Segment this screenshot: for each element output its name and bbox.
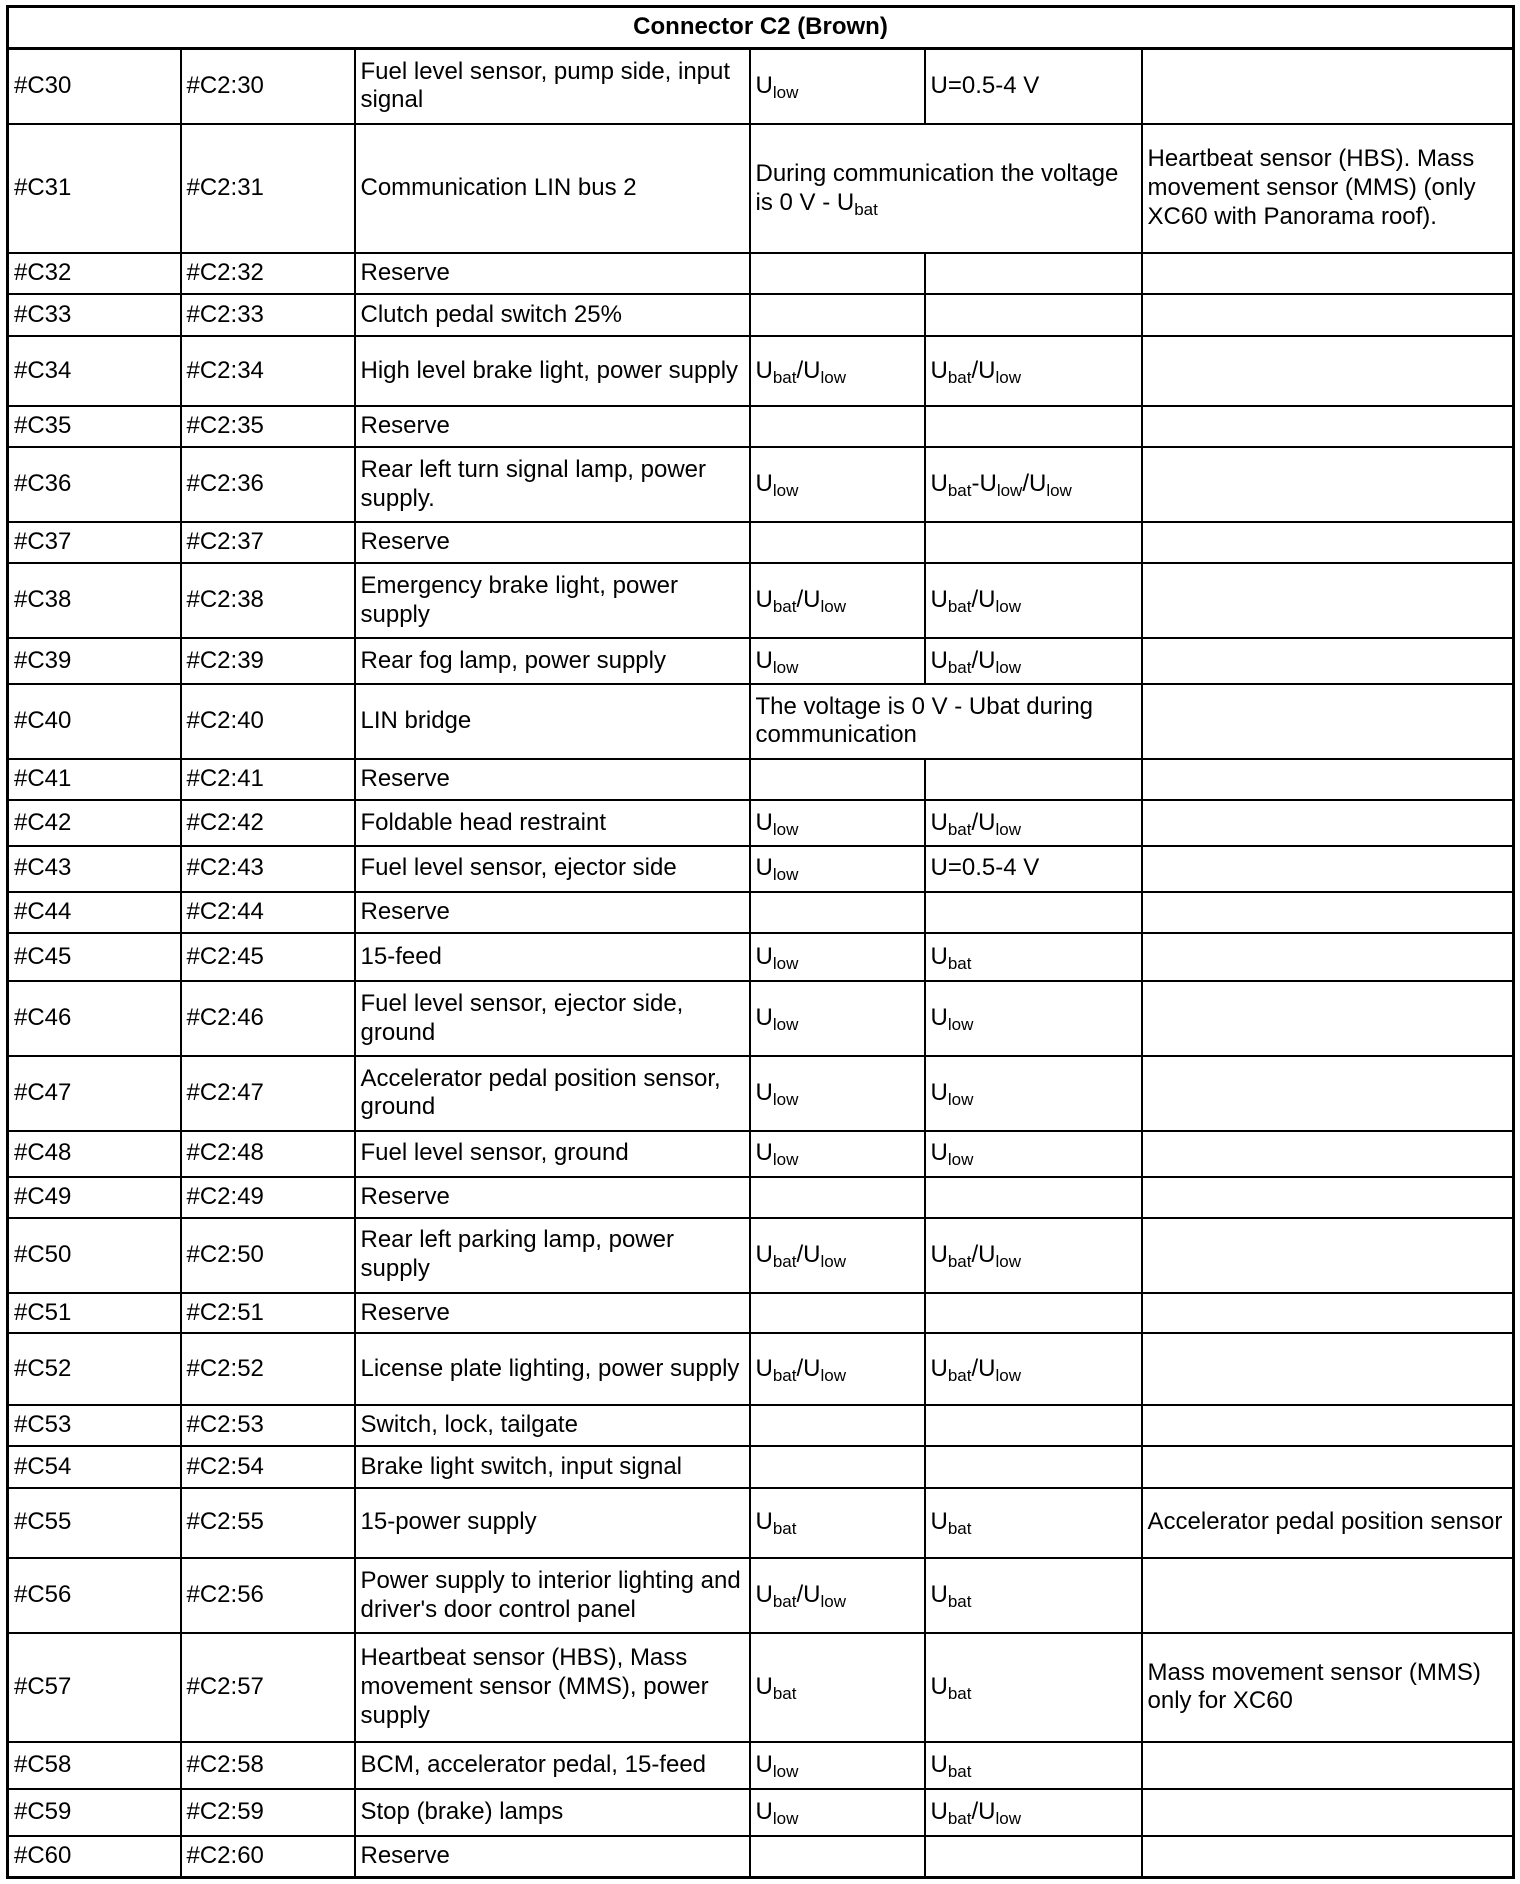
c2-pin-cell: #C2:44 [181,892,355,933]
voltage-1-cell [750,406,925,447]
description-cell: Reserve [355,892,750,933]
note-cell [1142,759,1514,800]
voltage-2-cell: $U_{low}$ [925,1056,1142,1131]
note-cell [1142,933,1514,981]
note-cell [1142,800,1514,846]
table-row [8,1218,1514,1293]
pin-id-cell: #C31 [8,124,181,253]
pin-id-cell: #C48 [8,1131,181,1177]
note-cell [1142,1446,1514,1487]
c2-pin-cell: #C2:37 [181,522,355,563]
note-cell [1142,1293,1514,1334]
voltage-1-cell: $U_{low}$ [750,1131,925,1177]
table-row [8,981,1514,1056]
table-row [8,684,1514,759]
note-cell [1142,1742,1514,1789]
voltage-span-cell: The voltage is 0 V - Ubat during communication [750,684,1142,759]
pin-id-cell: #C47 [8,1056,181,1131]
voltage-2-cell: $U_{bat}$ [925,1742,1142,1789]
table-title: Connector C2 (Brown) [8,7,1514,49]
table-row [8,759,1514,800]
description-cell: 15-feed [355,933,750,981]
voltage-1-cell: $U_{low}$ [750,638,925,684]
table-row [8,563,1514,638]
note-cell [1142,49,1514,124]
description-cell: LIN bridge [355,684,750,759]
voltage-1-cell: $U_{low}$ [750,846,925,892]
note-cell [1142,253,1514,294]
note-cell [1142,1558,1514,1633]
table-row [8,336,1514,407]
voltage-2-cell: $U_{bat}$ [925,933,1142,981]
c2-pin-cell: #C2:35 [181,406,355,447]
description-cell: Reserve [355,253,750,294]
pin-id-cell: #C45 [8,933,181,981]
voltage-1-cell [750,892,925,933]
c2-pin-cell: #C2:38 [181,563,355,638]
note-cell [1142,892,1514,933]
voltage-2-cell [925,1293,1142,1334]
voltage-1-cell: $U_{bat}/U_{low}$ [750,1558,925,1633]
table-header-row [8,7,1514,49]
note-cell [1142,1056,1514,1131]
pin-id-cell: #C42 [8,800,181,846]
voltage-1-cell [750,1446,925,1487]
pin-id-cell: #C50 [8,1218,181,1293]
note-cell: Mass movement sensor (MMS) only for XC60 [1142,1633,1514,1742]
c2-pin-cell: #C2:59 [181,1789,355,1836]
c2-pin-cell: #C2:54 [181,1446,355,1487]
note-cell [1142,1333,1514,1405]
pin-id-cell: #C41 [8,759,181,800]
c2-pin-cell: #C2:30 [181,49,355,124]
table-row [8,1405,1514,1446]
description-cell: Heartbeat sensor (HBS), Mass movement sensor (MMS), power supply [355,1633,750,1742]
description-cell: Reserve [355,406,750,447]
pin-id-cell: #C59 [8,1789,181,1836]
pin-id-cell: #C37 [8,522,181,563]
description-cell: Reserve [355,1293,750,1334]
pin-id-cell: #C30 [8,49,181,124]
description-cell: Reserve [355,759,750,800]
description-cell: 15-power supply [355,1488,750,1559]
description-cell: Reserve [355,1177,750,1218]
voltage-1-cell: $U_{bat}/U_{low}$ [750,336,925,407]
table-row [8,447,1514,522]
c2-pin-cell: #C2:41 [181,759,355,800]
voltage-2-cell: $U_{low}$ [925,981,1142,1056]
note-cell [1142,522,1514,563]
pin-id-cell: #C49 [8,1177,181,1218]
c2-pin-cell: #C2:56 [181,1558,355,1633]
pin-id-cell: #C54 [8,1446,181,1487]
voltage-1-cell [750,1177,925,1218]
table-row [8,1177,1514,1218]
c2-pin-cell: #C2:46 [181,981,355,1056]
pin-id-cell: #C56 [8,1558,181,1633]
voltage-2-cell: $U_{bat}/U_{low}$ [925,800,1142,846]
voltage-2-cell [925,294,1142,335]
voltage-2-cell [925,892,1142,933]
description-cell: Accelerator pedal position sensor, ground [355,1056,750,1131]
voltage-1-cell: $U_{low}$ [750,981,925,1056]
table-row [8,1836,1514,1878]
voltage-1-cell [750,1836,925,1878]
table-row [8,892,1514,933]
voltage-1-cell: $U_{bat}/U_{low}$ [750,563,925,638]
table-row [8,1293,1514,1334]
note-cell [1142,1789,1514,1836]
voltage-2-cell: $U_{bat}/U_{low}$ [925,638,1142,684]
voltage-2-cell: $U_{bat}/U_{low}$ [925,1218,1142,1293]
table-row [8,253,1514,294]
voltage-1-cell: $U_{bat}$ [750,1488,925,1559]
description-cell: Foldable head restraint [355,800,750,846]
description-cell: Rear left parking lamp, power supply [355,1218,750,1293]
voltage-2-cell [925,1836,1142,1878]
voltage-1-cell [750,1405,925,1446]
note-cell [1142,447,1514,522]
voltage-2-cell [925,1177,1142,1218]
description-cell: Fuel level sensor, pump side, input signal [355,49,750,124]
pin-id-cell: #C51 [8,1293,181,1334]
pin-id-cell: #C32 [8,253,181,294]
voltage-2-cell: $U_{bat}$ [925,1488,1142,1559]
description-cell: Switch, lock, tailgate [355,1405,750,1446]
table-row [8,1633,1514,1742]
description-cell: License plate lighting, power supply [355,1333,750,1405]
note-cell: Heartbeat sensor (HBS). Mass movement sensor (MMS) (only XC60 with Panorama roof). [1142,124,1514,253]
voltage-1-cell: $U_{low}$ [750,933,925,981]
pin-id-cell: #C36 [8,447,181,522]
c2-pin-cell: #C2:53 [181,1405,355,1446]
note-cell [1142,406,1514,447]
table-row [8,1333,1514,1405]
c2-pin-cell: #C2:36 [181,447,355,522]
voltage-1-cell: $U_{low}$ [750,1789,925,1836]
voltage-1-cell: $U_{low}$ [750,1056,925,1131]
note-cell [1142,1218,1514,1293]
note-cell [1142,684,1514,759]
c2-pin-cell: #C2:40 [181,684,355,759]
description-cell: Reserve [355,1836,750,1878]
voltage-span-cell: During communication the voltage is 0 V - $U_{bat}$ [750,124,1142,253]
voltage-2-cell [925,253,1142,294]
table-row [8,49,1514,124]
voltage-2-cell: $U_{bat}/U_{low}$ [925,1789,1142,1836]
voltage-1-cell: $U_{bat}$ [750,1633,925,1742]
table-row [8,638,1514,684]
voltage-2-cell: $U_{bat}$ [925,1633,1142,1742]
description-cell: Stop (brake) lamps [355,1789,750,1836]
table-row [8,1488,1514,1559]
voltage-2-cell: $U_{low}$ [925,1131,1142,1177]
c2-pin-cell: #C2:45 [181,933,355,981]
voltage-1-cell: $U_{bat}/U_{low}$ [750,1333,925,1405]
pin-id-cell: #C52 [8,1333,181,1405]
c2-pin-cell: #C2:50 [181,1218,355,1293]
c2-pin-cell: #C2:51 [181,1293,355,1334]
note-cell: Accelerator pedal position sensor [1142,1488,1514,1559]
table-row [8,800,1514,846]
pin-id-cell: #C40 [8,684,181,759]
pin-id-cell: #C46 [8,981,181,1056]
pin-id-cell: #C58 [8,1742,181,1789]
description-cell: Emergency brake light, power supply [355,563,750,638]
voltage-1-cell: $U_{bat}/U_{low}$ [750,1218,925,1293]
voltage-1-cell [750,253,925,294]
connector-c2-table [6,5,1515,1879]
table-row [8,1056,1514,1131]
voltage-2-cell [925,759,1142,800]
description-cell: Fuel level sensor, ejector side, ground [355,981,750,1056]
pin-id-cell: #C35 [8,406,181,447]
table-row [8,1742,1514,1789]
voltage-2-cell [925,1405,1142,1446]
voltage-2-cell [925,1446,1142,1487]
pin-id-cell: #C34 [8,336,181,407]
note-cell [1142,846,1514,892]
voltage-1-cell: $U_{low}$ [750,1742,925,1789]
pin-id-cell: #C43 [8,846,181,892]
description-cell: Brake light switch, input signal [355,1446,750,1487]
c2-pin-cell: #C2:32 [181,253,355,294]
voltage-2-cell [925,522,1142,563]
table-row [8,846,1514,892]
pin-id-cell: #C44 [8,892,181,933]
voltage-1-cell: $U_{low}$ [750,800,925,846]
description-cell: Reserve [355,522,750,563]
pin-id-cell: #C38 [8,563,181,638]
table-row [8,1789,1514,1836]
voltage-2-cell [925,406,1142,447]
note-cell [1142,638,1514,684]
c2-pin-cell: #C2:52 [181,1333,355,1405]
table-row [8,933,1514,981]
pin-id-cell: #C39 [8,638,181,684]
table-row [8,124,1514,253]
note-cell [1142,294,1514,335]
table-row [8,406,1514,447]
c2-pin-cell: #C2:48 [181,1131,355,1177]
description-cell: High level brake light, power supply [355,336,750,407]
pin-id-cell: #C60 [8,1836,181,1878]
voltage-2-cell: $U_{bat}$ [925,1558,1142,1633]
table-row [8,1446,1514,1487]
table-row [8,522,1514,563]
note-cell [1142,1131,1514,1177]
voltage-2-cell: $U_{bat}-U_{low}/U_{low}$ [925,447,1142,522]
pin-id-cell: #C33 [8,294,181,335]
description-cell: Clutch pedal switch 25% [355,294,750,335]
voltage-2-cell: $U_{bat}/U_{low}$ [925,1333,1142,1405]
note-cell [1142,336,1514,407]
c2-pin-cell: #C2:58 [181,1742,355,1789]
description-cell: Rear fog lamp, power supply [355,638,750,684]
table-row [8,1131,1514,1177]
note-cell [1142,1177,1514,1218]
table-row [8,1558,1514,1633]
note-cell [1142,563,1514,638]
pin-id-cell: #C53 [8,1405,181,1446]
note-cell [1142,1405,1514,1446]
table-body [8,49,1514,1878]
voltage-1-cell: $U_{low}$ [750,49,925,124]
pin-id-cell: #C57 [8,1633,181,1742]
c2-pin-cell: #C2:49 [181,1177,355,1218]
voltage-2-cell: U=0.5-4 V [925,49,1142,124]
voltage-1-cell [750,522,925,563]
voltage-1-cell: $U_{low}$ [750,447,925,522]
note-cell [1142,1836,1514,1878]
voltage-1-cell [750,1293,925,1334]
voltage-1-cell [750,759,925,800]
description-cell: Fuel level sensor, ground [355,1131,750,1177]
description-cell: Fuel level sensor, ejector side [355,846,750,892]
c2-pin-cell: #C2:60 [181,1836,355,1878]
note-cell [1142,981,1514,1056]
c2-pin-cell: #C2:47 [181,1056,355,1131]
table-row [8,294,1514,335]
description-cell: BCM, accelerator pedal, 15-feed [355,1742,750,1789]
c2-pin-cell: #C2:34 [181,336,355,407]
c2-pin-cell: #C2:43 [181,846,355,892]
voltage-2-cell: $U_{bat}/U_{low}$ [925,336,1142,407]
c2-pin-cell: #C2:33 [181,294,355,335]
description-cell: Rear left turn signal lamp, power supply. [355,447,750,522]
voltage-2-cell: $U_{bat}/U_{low}$ [925,563,1142,638]
description-cell: Communication LIN bus 2 [355,124,750,253]
voltage-1-cell [750,294,925,335]
description-cell: Power supply to interior lighting and driver's door control panel [355,1558,750,1633]
voltage-2-cell: U=0.5-4 V [925,846,1142,892]
c2-pin-cell: #C2:39 [181,638,355,684]
c2-pin-cell: #C2:42 [181,800,355,846]
c2-pin-cell: #C2:31 [181,124,355,253]
c2-pin-cell: #C2:55 [181,1488,355,1559]
pin-id-cell: #C55 [8,1488,181,1559]
c2-pin-cell: #C2:57 [181,1633,355,1742]
